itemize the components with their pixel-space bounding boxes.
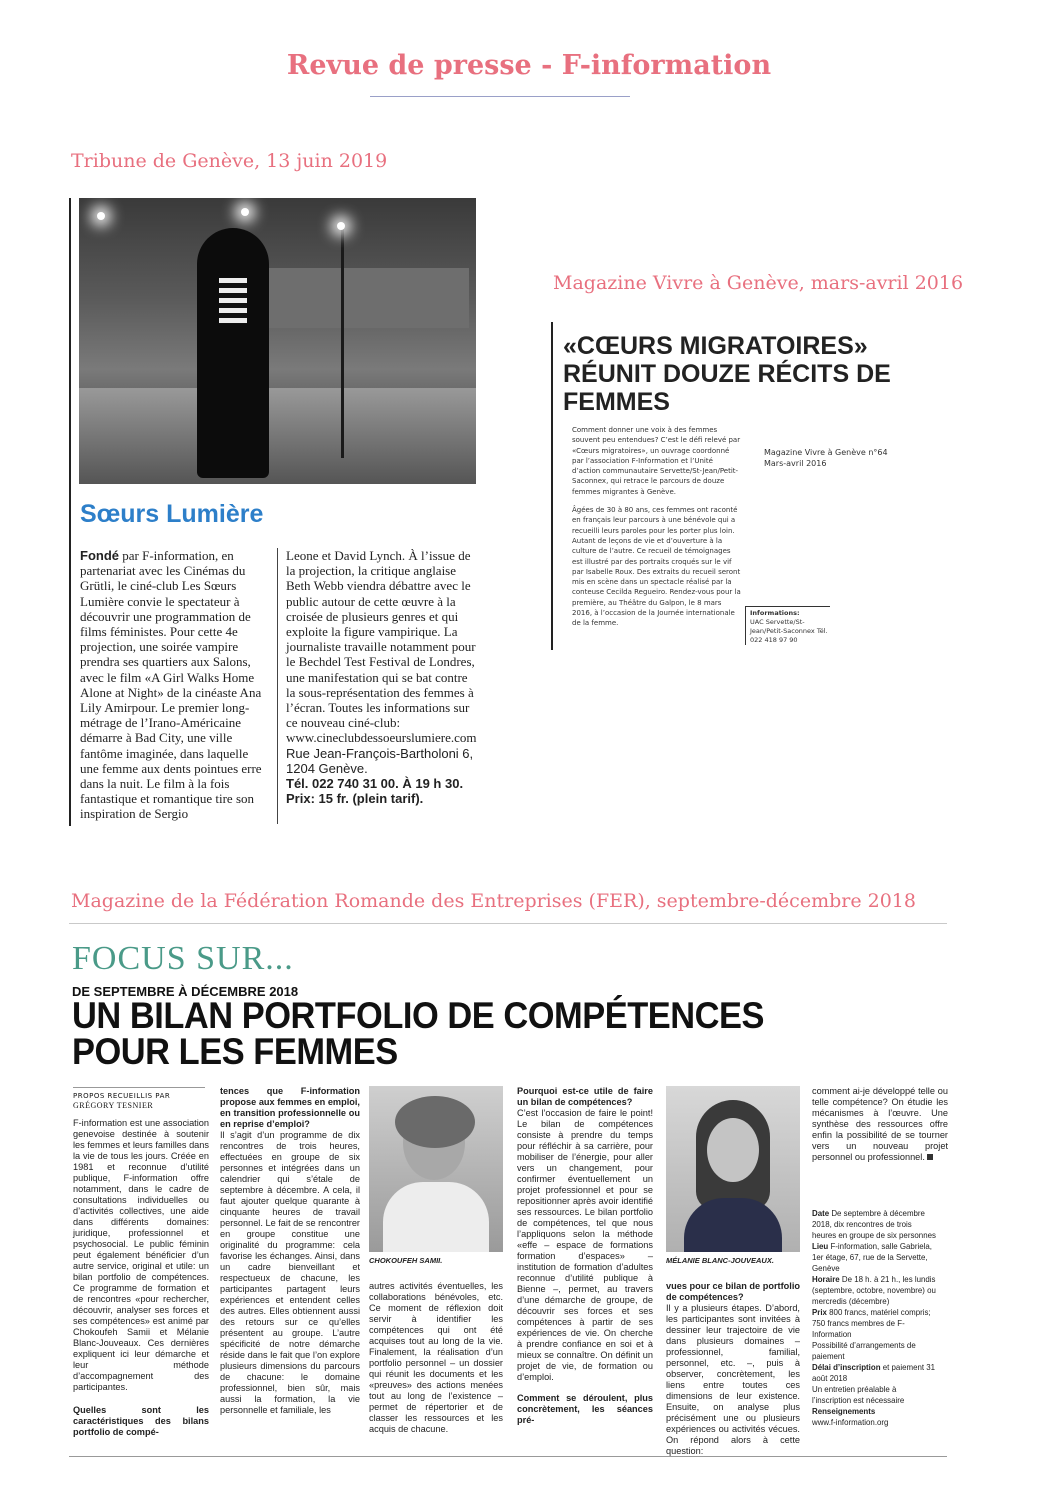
vag-ref-line-1: Magazine Vivre à Genève n°64 (764, 448, 888, 457)
fer-col1-question: Quelles sont les caractéristiques des bilans portfolio de compé- (73, 1405, 209, 1437)
fer-col3-text: autres activités éventuelles, les collaborations bénévoles, etc. Ce moment de réflexion doit servir à identifier les compétences qui ont été acquises tout au long de la vie. Finalement, la réalisation d’un portfolio personnel – un dossier qui réunit les documents et les «preuves» des actions menées tout au long de l’existence – permet de répertorier et de classer les ressources et les acquis de chacune. (369, 1281, 503, 1434)
fer-col2-text: Il s’agit d’un programme de dix rencontres de trois heures, effectuées en groupe de six personnes et intégrées dans un calendrier qui s’étale de septembre à décembre. A cela, il faut ajouter quelque quarante à cinquante heures de travail personnel. Le fait de se rencontrer en groupe constitue une originalité du programme: cela favorise les échanges. Ainsi, dans un cadre bienveillant et respectueux de chacune, les participantes partagent leurs expériences et entendent celles des autres. Elles obtiennent aussi des retours sur ce qu’elles présentent au groupe. L’autre spécificité de notre démarche réside dans le fait que l’on explore plusieurs dimensions du parcours de chacune: le domaine professionnel, bien sûr, mais aussi la formation, la vie personnelle et familiale, les (220, 1130, 360, 1415)
info-rens: www.f-information.org (812, 1417, 889, 1427)
tdg-address: Rue Jean-François-Bartholoni 6, 1204 Genève. (286, 745, 474, 776)
source-tribune: Tribune de Genève, 13 juin 2019 (71, 150, 388, 172)
photo-melanie-blanc-jouveaux (666, 1086, 800, 1252)
vag-info-box (745, 606, 830, 645)
fer-column-1 (73, 1118, 209, 1438)
fer-column-3 (369, 1281, 503, 1435)
vag-info-body: UAC Servette/St-Jean/Petit-Saconnex Tél. 022 418 97 90 (750, 618, 828, 644)
vag-para-1: Comment donner une voix à des femmes souvent peu entendues? C’est le défi relevé par «Cœurs migratoires», un ouvrage coordonné par l’association F-Information et l’Unité d’action communautaire Servette/St-Jean/Petit-Saconnex, qui retrace le parcours de douze femmes migrantes à Genève. (572, 426, 741, 496)
film-still-photo (79, 198, 476, 484)
info-arrangements: Possibilité d’arrangements de paiement (812, 1340, 916, 1361)
fer-info-box (812, 1208, 937, 1428)
info-horaire: De 18 h. à 21 h., les lundis (septembre, octobre, novembre) ou mercredis (décembre) (812, 1274, 936, 1306)
fer-col5-text: Il y a plusieurs étapes. D’abord, les participantes sont invitées à dessiner leur trajectoire de vie dans plusieurs domaines – professionnel, familial, personnel, etc. –, puis à observer, concrètement, les liens entre toutes ces dimensions de leur existence. Ensuite, on analyse plus précisément une ou plusieurs expériences ou activités vécues. On répond alors à cette question: (666, 1303, 800, 1456)
tdg-col1-text: par F-information, en partenariat avec les Cinémas du Grütli, le ciné-club Les Sœurs Lumière convie le spectateur à découvrir une programmation de films féministes. Pour cette 4e projection, une soirée vampire prendra ses quartiers aux Salons, avec le film «A Girl Walks Home Alone at Night» de la cinéaste Ana Lily Amirpour. Le premier long-métrage de l’Irano-Américaine démarre à Bad City, une ville fantôme imaginée, dans laquelle une femme aux dents pointues erre dans la nuit. Le film à la fois fantastique et romantique tire son inspiration de Sergio (80, 548, 262, 822)
fer-col6-text: comment ai-je développé telle ou telle compétence? On étudie les mécanismes à l’œuvre. Une synthèse des ressources offre enfin la possibilité de se tourner vers un nouveau projet personnel ou professionnel. (812, 1086, 948, 1162)
tdg-column-2 (286, 548, 478, 806)
fer-col4-text: C’est l’occasion de faire le point! Le bilan de compétences consiste à prendre du temps pour réfléchir à sa carrière, pour mobiliser de l’énergie, pour aller vers un changement, pour confirmer éventuellement un projet professionnel et pour se repositionner après avoir identifié ses ressources. Le bilan portfolio de compétences, tel que nous l’appliquons selon la méthode «effe – espace de formations formation d’espaces» – institution de formation d’adultes reconnue d’utilité publique à Bienne –, permet, au travers d’une démarche de groupe, de découvrir ses forces et ses compétences à partir de ses expériences de vie. On cherche à prendre confiance en soi et à mieux se connaître. On définit un projet de vie, de formation ou d’emploi. (517, 1108, 653, 1382)
info-date: De septembre à décembre 2018, dix rencontres de trois heures en groupe de six personnes (812, 1208, 936, 1240)
fer-column-4 (517, 1086, 653, 1426)
vag-body (572, 425, 742, 629)
info-prix: 800 francs, matériel compris; 750 francs membres de F-Information (812, 1307, 931, 1339)
photo-caption-1: CHOKOUFEH SAMII. (369, 1256, 443, 1265)
source-fer: Magazine de la Fédération Romande des Entreprises (FER), septembre-décembre 2018 (71, 890, 916, 912)
end-mark (927, 1154, 933, 1160)
vag-ref-line-2: Mars-avril 2016 (764, 459, 827, 468)
vag-para-2: Âgées de 30 à 80 ans, ces femmes ont raconté en français leur parcours à une bénévole qui a recueilli leurs paroles pour les porter plus loin. Autant de leçons de vie et d’ouverture à la culture de l’autre. Ce recueil de témoignages est illustré par des portraits croqués sur le vif par Isabelle Roux. Des extraits du recueil seront mis en scène dans un spectacle réalisé par la conteuse Cecilda Regueiro. Rendez-vous pour la première, au Théâtre du Galpon, le 8 mars 2016, à l’occasion de la Journée internationale de la femme. (572, 506, 741, 628)
info-horaire-label: Horaire (812, 1274, 840, 1284)
info-date-label: Date (812, 1208, 830, 1218)
fer-divider (69, 923, 947, 924)
fer-column-2 (220, 1086, 360, 1416)
info-rens-label: Renseignements (812, 1406, 876, 1416)
fer-byline (73, 1087, 205, 1111)
fer-col4-question: Pourquoi est-ce utile de faire un bilan de compétences? (517, 1086, 653, 1107)
fer-col2-question: tences que F-information propose aux femmes en emploi, en transition professionnelle ou en reprise d’emploi? (220, 1086, 360, 1129)
column-divider (277, 548, 278, 824)
clipping-border (551, 322, 553, 650)
vag-reference (764, 447, 924, 469)
fer-kicker: FOCUS SUR... (72, 940, 294, 977)
fer-date-line: DE SEPTEMBRE À DÉCEMBRE 2018 (72, 984, 299, 999)
info-prix-label: Prix (812, 1307, 827, 1317)
fer-col5-question: vues pour ce bilan de portfolio de compétences? (666, 1281, 800, 1302)
fer-title: UN BILAN PORTFOLIO DE COMPÉTENCES POUR LES FEMMES (72, 995, 764, 1072)
tdg-headline: Sœurs Lumière (80, 500, 264, 528)
bottom-divider (69, 1456, 947, 1457)
info-lieu-label: Lieu (812, 1241, 829, 1251)
tdg-col2-text: Leone et David Lynch. À l’issue de la projection, la critique anglaise Beth Webb viendra débattre avec le public autour de cette œuvre à la croisée de plusieurs genres et qui exploite la figure vampirique. La journaliste travaille notamment pour le Bechdel Test Festival de Londres, une manifestation qui se bat contre la sous-représentation des femmes à l’écran. Toutes les informations sur ce nouveau ciné-club: www.cineclubdessoeurslumiere.com (286, 548, 477, 746)
page-title: Revue de presse - F-information (286, 50, 772, 81)
title-divider (370, 96, 630, 97)
info-entretien: Un entretien préalable à l’inscription est nécessaire (812, 1384, 905, 1405)
info-delai: et paiement 31 août 2018 (812, 1362, 936, 1383)
clipping-border (69, 198, 71, 826)
fer-column-6 (812, 1086, 948, 1163)
info-lieu: F-information, salle Gabriela, 1er étage, 67, rue de la Servette, Genève (812, 1241, 932, 1273)
fer-byline-1: PROPOS RECUEILLIS PAR (73, 1092, 171, 1100)
fer-col1-text: F-information est une association genevoise destinée à soutenir les femmes et leurs familles dans la vie de tous les jours. Créée en 1981 et reconnue d’utilité publique, F-information offre notamment, dans le cadre de consultations individuelles ou d’activités collectives, une aide dans différents domaines: juridique, professionnel et psychosocial. Le public féminin peut également bénéficier d’un autre service, original et utile: un bilan portfolio de compétences. Ce programme de formation et de rencontres «pour rechercher, découvrir, analyser ses forces et ses compétences» est animé par Chokoufeh Samii et Mélanie Blanc-Jouveaux. Ces dernières expliquent ici leur démarche et leur méthode d’accompagnement des participantes. (73, 1118, 209, 1392)
source-vivre-a-geneve: Magazine Vivre à Genève, mars-avril 2016 (553, 272, 964, 294)
tdg-practical: Tél. 022 740 31 00. À 19 h 30. Prix: 15 fr. (plein tarif). (286, 776, 464, 807)
fer-col4-question-2: Comment se déroulent, plus concrètement, les séances pré- (517, 1393, 653, 1425)
tdg-column-1 (80, 548, 268, 822)
photo-chokoufeh-samii (369, 1086, 503, 1252)
tdg-lead: Fondé (80, 548, 119, 563)
fer-byline-2: GRÉGORY TESNIER (73, 1101, 154, 1110)
vag-info-label: Informations: (750, 609, 800, 617)
photo-caption-2: MÉLANIE BLANC-JOUVEAUX. (666, 1256, 774, 1265)
fer-column-5 (666, 1281, 800, 1457)
vag-title: «CŒURS MIGRATOIRES» RÉUNIT DOUZE RÉCITS DE FEMMES (563, 332, 891, 416)
info-delai-label: Délai d’inscription (812, 1362, 881, 1372)
